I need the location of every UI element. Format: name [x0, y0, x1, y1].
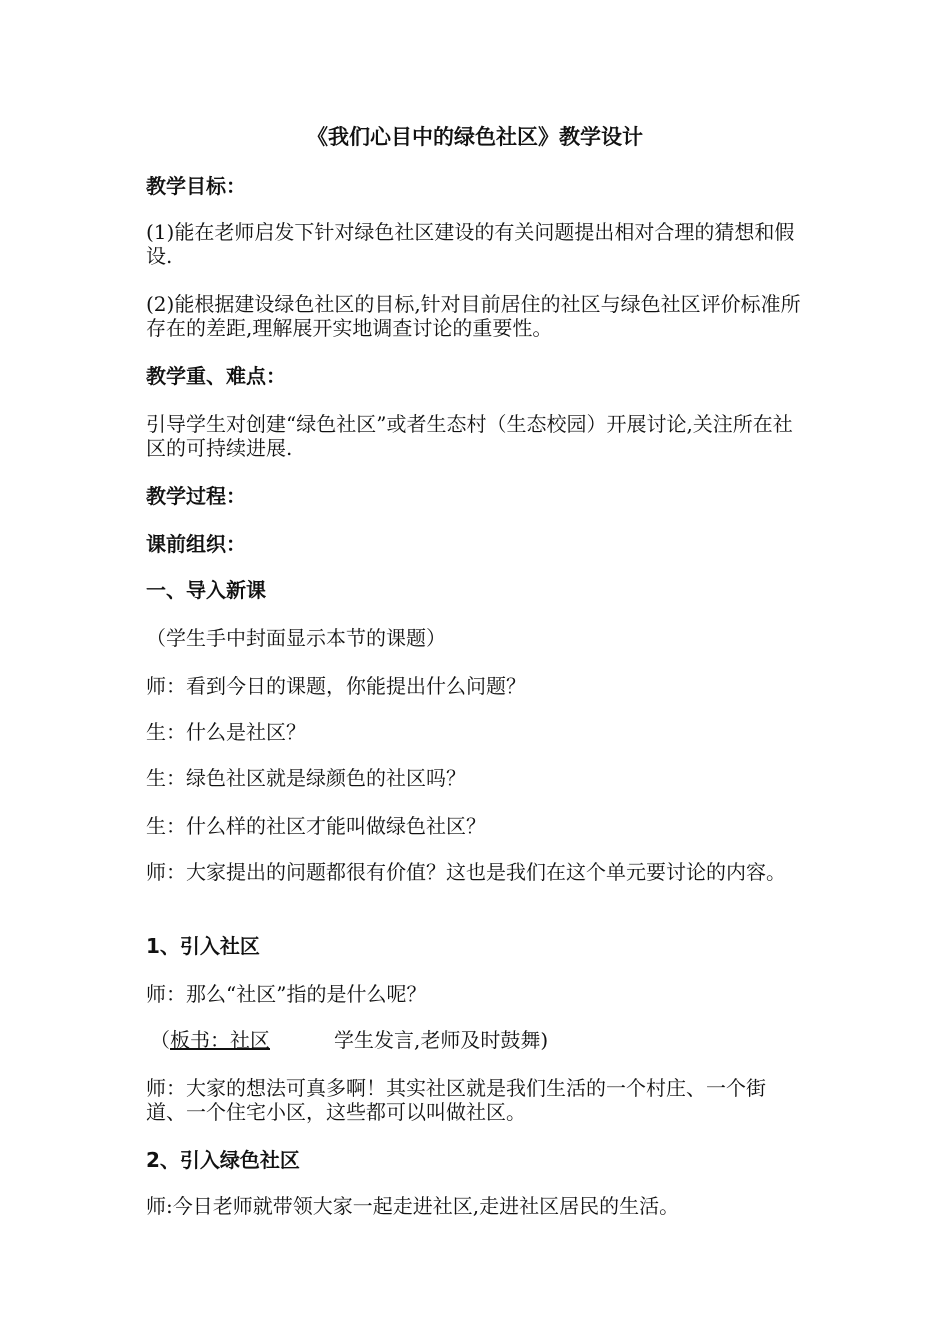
key-points-heading: 教学重、难点：: [146, 364, 286, 388]
section-1-line-1: （学生手中封面显示本节的课题）: [146, 626, 446, 650]
objective-item-2: (2)能根据建设绿色社区的目标,针对目前居住的社区与绿色社区评价标准所存在的差距,理解展开实地调查讨论的重要性。: [146, 292, 801, 340]
board-open-paren: （: [150, 1028, 170, 1052]
subsection-2-heading: 2、引入绿色社区: [146, 1148, 300, 1172]
key-points-text: 引导学生对创建“绿色社区”或者生态村（生态校园）开展讨论,关注所在社区的可持续进展.: [146, 412, 793, 460]
section-1-line-6: 师：大家提出的问题都很有价值？这也是我们在这个单元要讨论的内容。: [146, 860, 786, 884]
subsection-1-question: 师：那么“社区”指的是什么呢？: [146, 982, 427, 1006]
subsection-1-explain: [146, 1076, 774, 1124]
subsection-2-line: 师:今日老师就带领大家一起走进社区,走进社区居民的生活。: [146, 1194, 680, 1218]
board-note-line: [150, 1028, 810, 1052]
board-rest: 学生发言,老师及时鼓舞): [334, 1028, 549, 1052]
process-heading: 教学过程：: [146, 484, 246, 508]
subsection-1-heading: 1、引入社区: [146, 934, 260, 958]
subsection-1-explain-text: 师：大家的想法可真多啊！其实社区就是我们生活的一个村庄、一个街道、一个住宅小区，这些都可以叫做社区。: [146, 1076, 766, 1124]
objectives-heading: 教学目标：: [146, 174, 246, 198]
pre-class-heading: 课前组织：: [146, 532, 246, 556]
section-1-line-4: 生：绿色社区就是绿颜色的社区吗？: [146, 766, 466, 790]
document-title: 《我们心目中的绿色社区》教学设计: [307, 125, 643, 149]
section-1-line-3: 生：什么是社区？: [146, 720, 306, 744]
section-1-line-5: 生：什么样的社区才能叫做绿色社区？: [146, 814, 486, 838]
objective-item-1: (1)能在老师启发下针对绿色社区建设的有关问题提出相对合理的猜想和假设.: [146, 220, 795, 268]
board-note: 板书：社区: [170, 1028, 270, 1052]
section-1-line-2: 师：看到今日的课题，你能提出什么问题？: [146, 674, 526, 698]
section-1-heading: 一、导入新课: [146, 578, 266, 602]
